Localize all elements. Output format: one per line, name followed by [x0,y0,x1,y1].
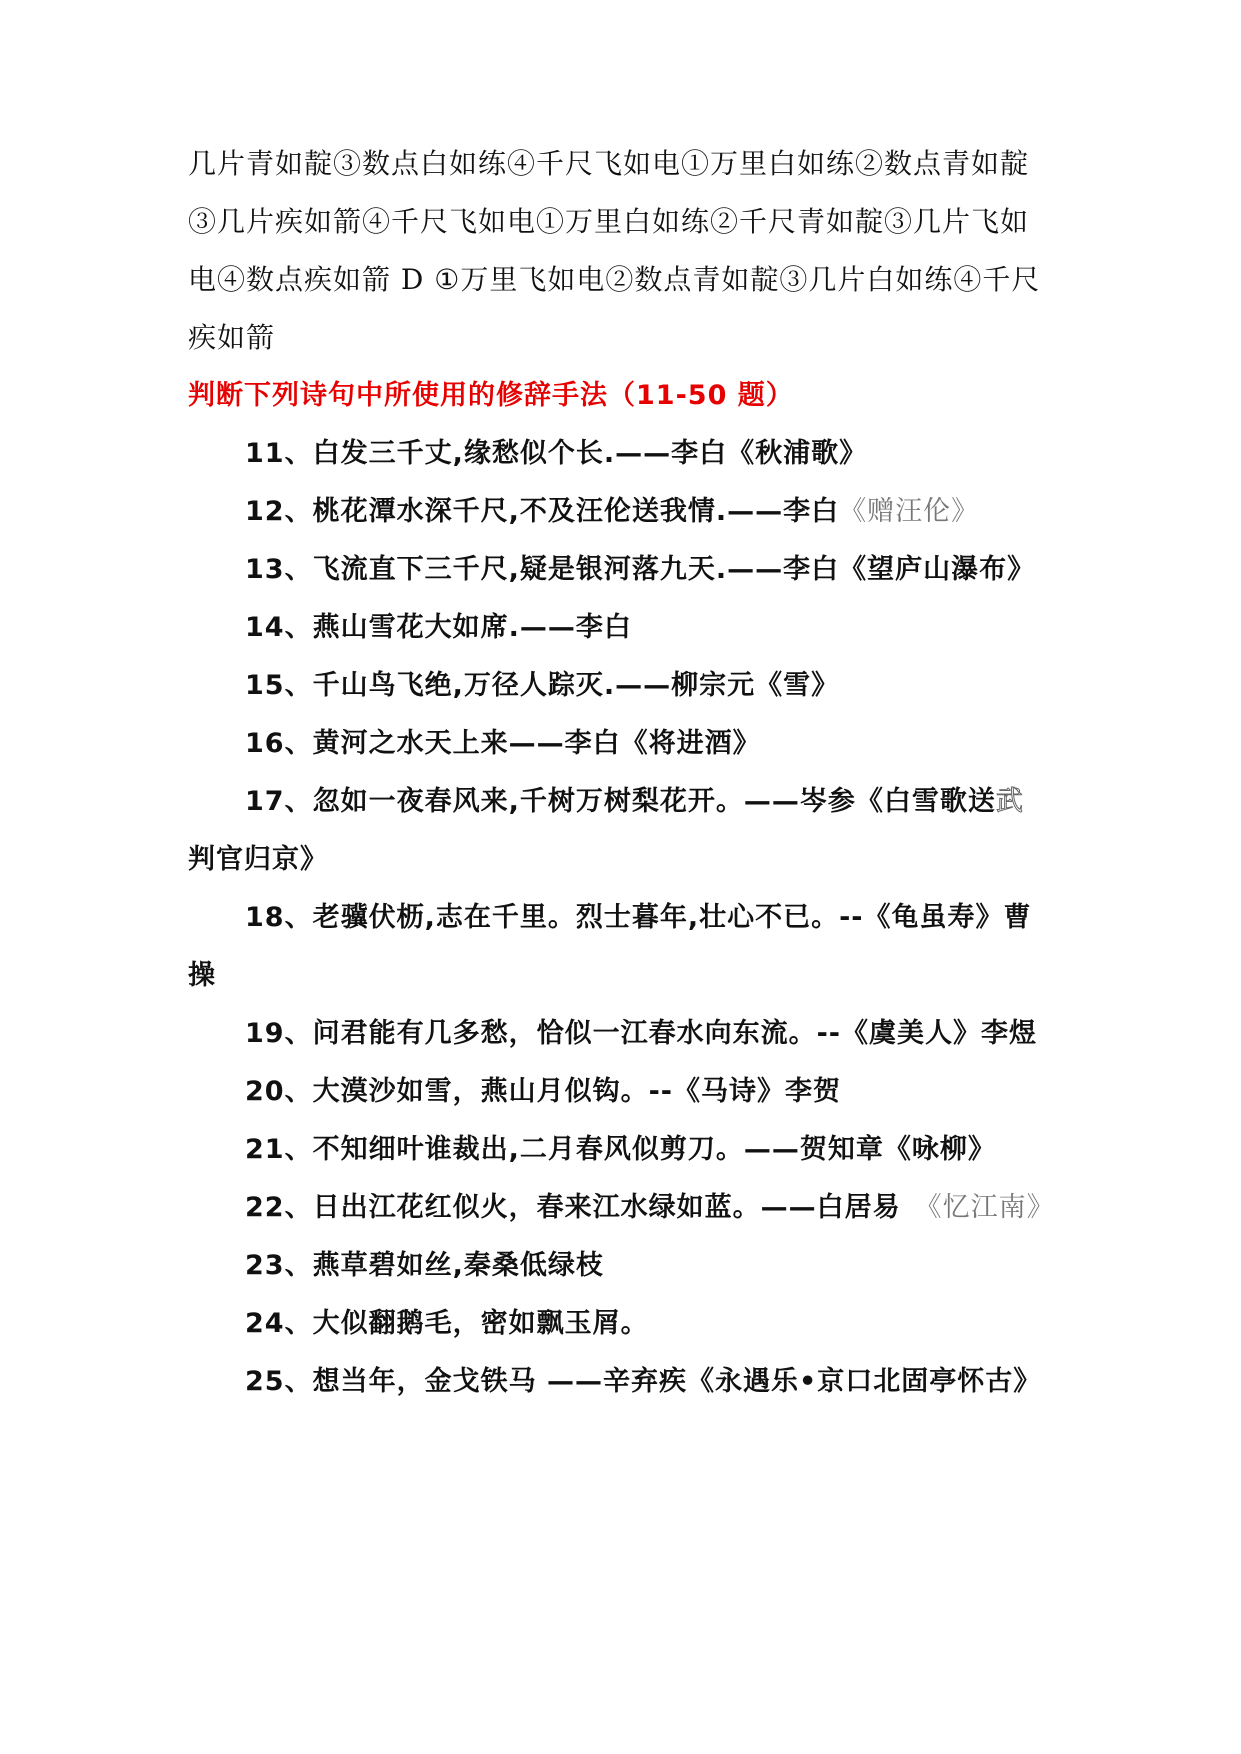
question-17-text: 17、忽如一夜春风来,千树万树梨花开。——岑参《白雪歌送 [245,786,996,817]
question-14: 14、燕山雪花大如席.——李白 [245,612,632,643]
intro-line-1: 几片青如靛③数点白如练④千尺飞如电①万里白如练②数点青如靛 [188,147,1030,180]
section-heading: 判断下列诗句中所使用的修辞手法（11-50 题） [188,380,794,411]
question-12-text: 12、桃花潭水深千尺,不及汪伦送我情.——李白 [245,496,840,527]
question-21: 21、不知细叶谁裁出,二月春风似剪刀。——贺知章《咏柳》 [245,1134,996,1165]
intro-line-2: ③几片疾如箭④千尺飞如电①万里白如练②千尺青如靛③几片飞如 [188,205,1030,238]
question-19: 19、问君能有几多愁，恰似一江春水向东流。--《虞美人》李煜 [245,1018,1037,1049]
question-18-continued: 操 [188,960,216,991]
question-24: 24、大似翻鹅毛，密如飘玉屑。 [245,1308,649,1339]
question-23: 23、燕草碧如丝,秦桑低绿枝 [245,1250,604,1281]
question-17-continued: 判官归京》 [188,844,328,875]
intro-line-4: 疾如箭 [188,321,276,354]
question-13: 13、飞流直下三千尺,疑是银河落九天.——李白《望庐山瀑布》 [245,554,1036,585]
question-22-title: 《忆江南》 [914,1192,1055,1223]
question-12 [245,492,979,532]
question-22 [245,1188,1055,1228]
question-16: 16、黄河之水天上来——李白《将进酒》 [245,728,761,759]
intro-line-3: 电④数点疾如箭 D ①万里飞如电②数点青如靛③几片白如练④千尺 [188,263,1041,296]
question-17-outline-char: 武 [995,786,1024,817]
question-25: 25、想当年，金戈铁马 ——辛弃疾《永遇乐•京口北固亭怀古》 [245,1366,1042,1397]
question-15: 15、千山鸟飞绝,万径人踪灭.——柳宗元《雪》 [245,670,840,701]
question-22-text: 22、日出江花红似火，春来江水绿如蓝。——白居易 [245,1192,901,1223]
question-20: 20、大漠沙如雪，燕山月似钩。--《马诗》李贺 [245,1076,841,1107]
question-12-title: 《赠汪伦》 [839,496,980,527]
question-18: 18、老骥伏枥,志在千里。烈士暮年,壮心不已。--《龟虽寿》曹 [245,902,1032,933]
question-17 [245,782,1024,822]
question-11: 11、白发三千丈,缘愁似个长.——李白《秋浦歌》 [245,438,868,469]
